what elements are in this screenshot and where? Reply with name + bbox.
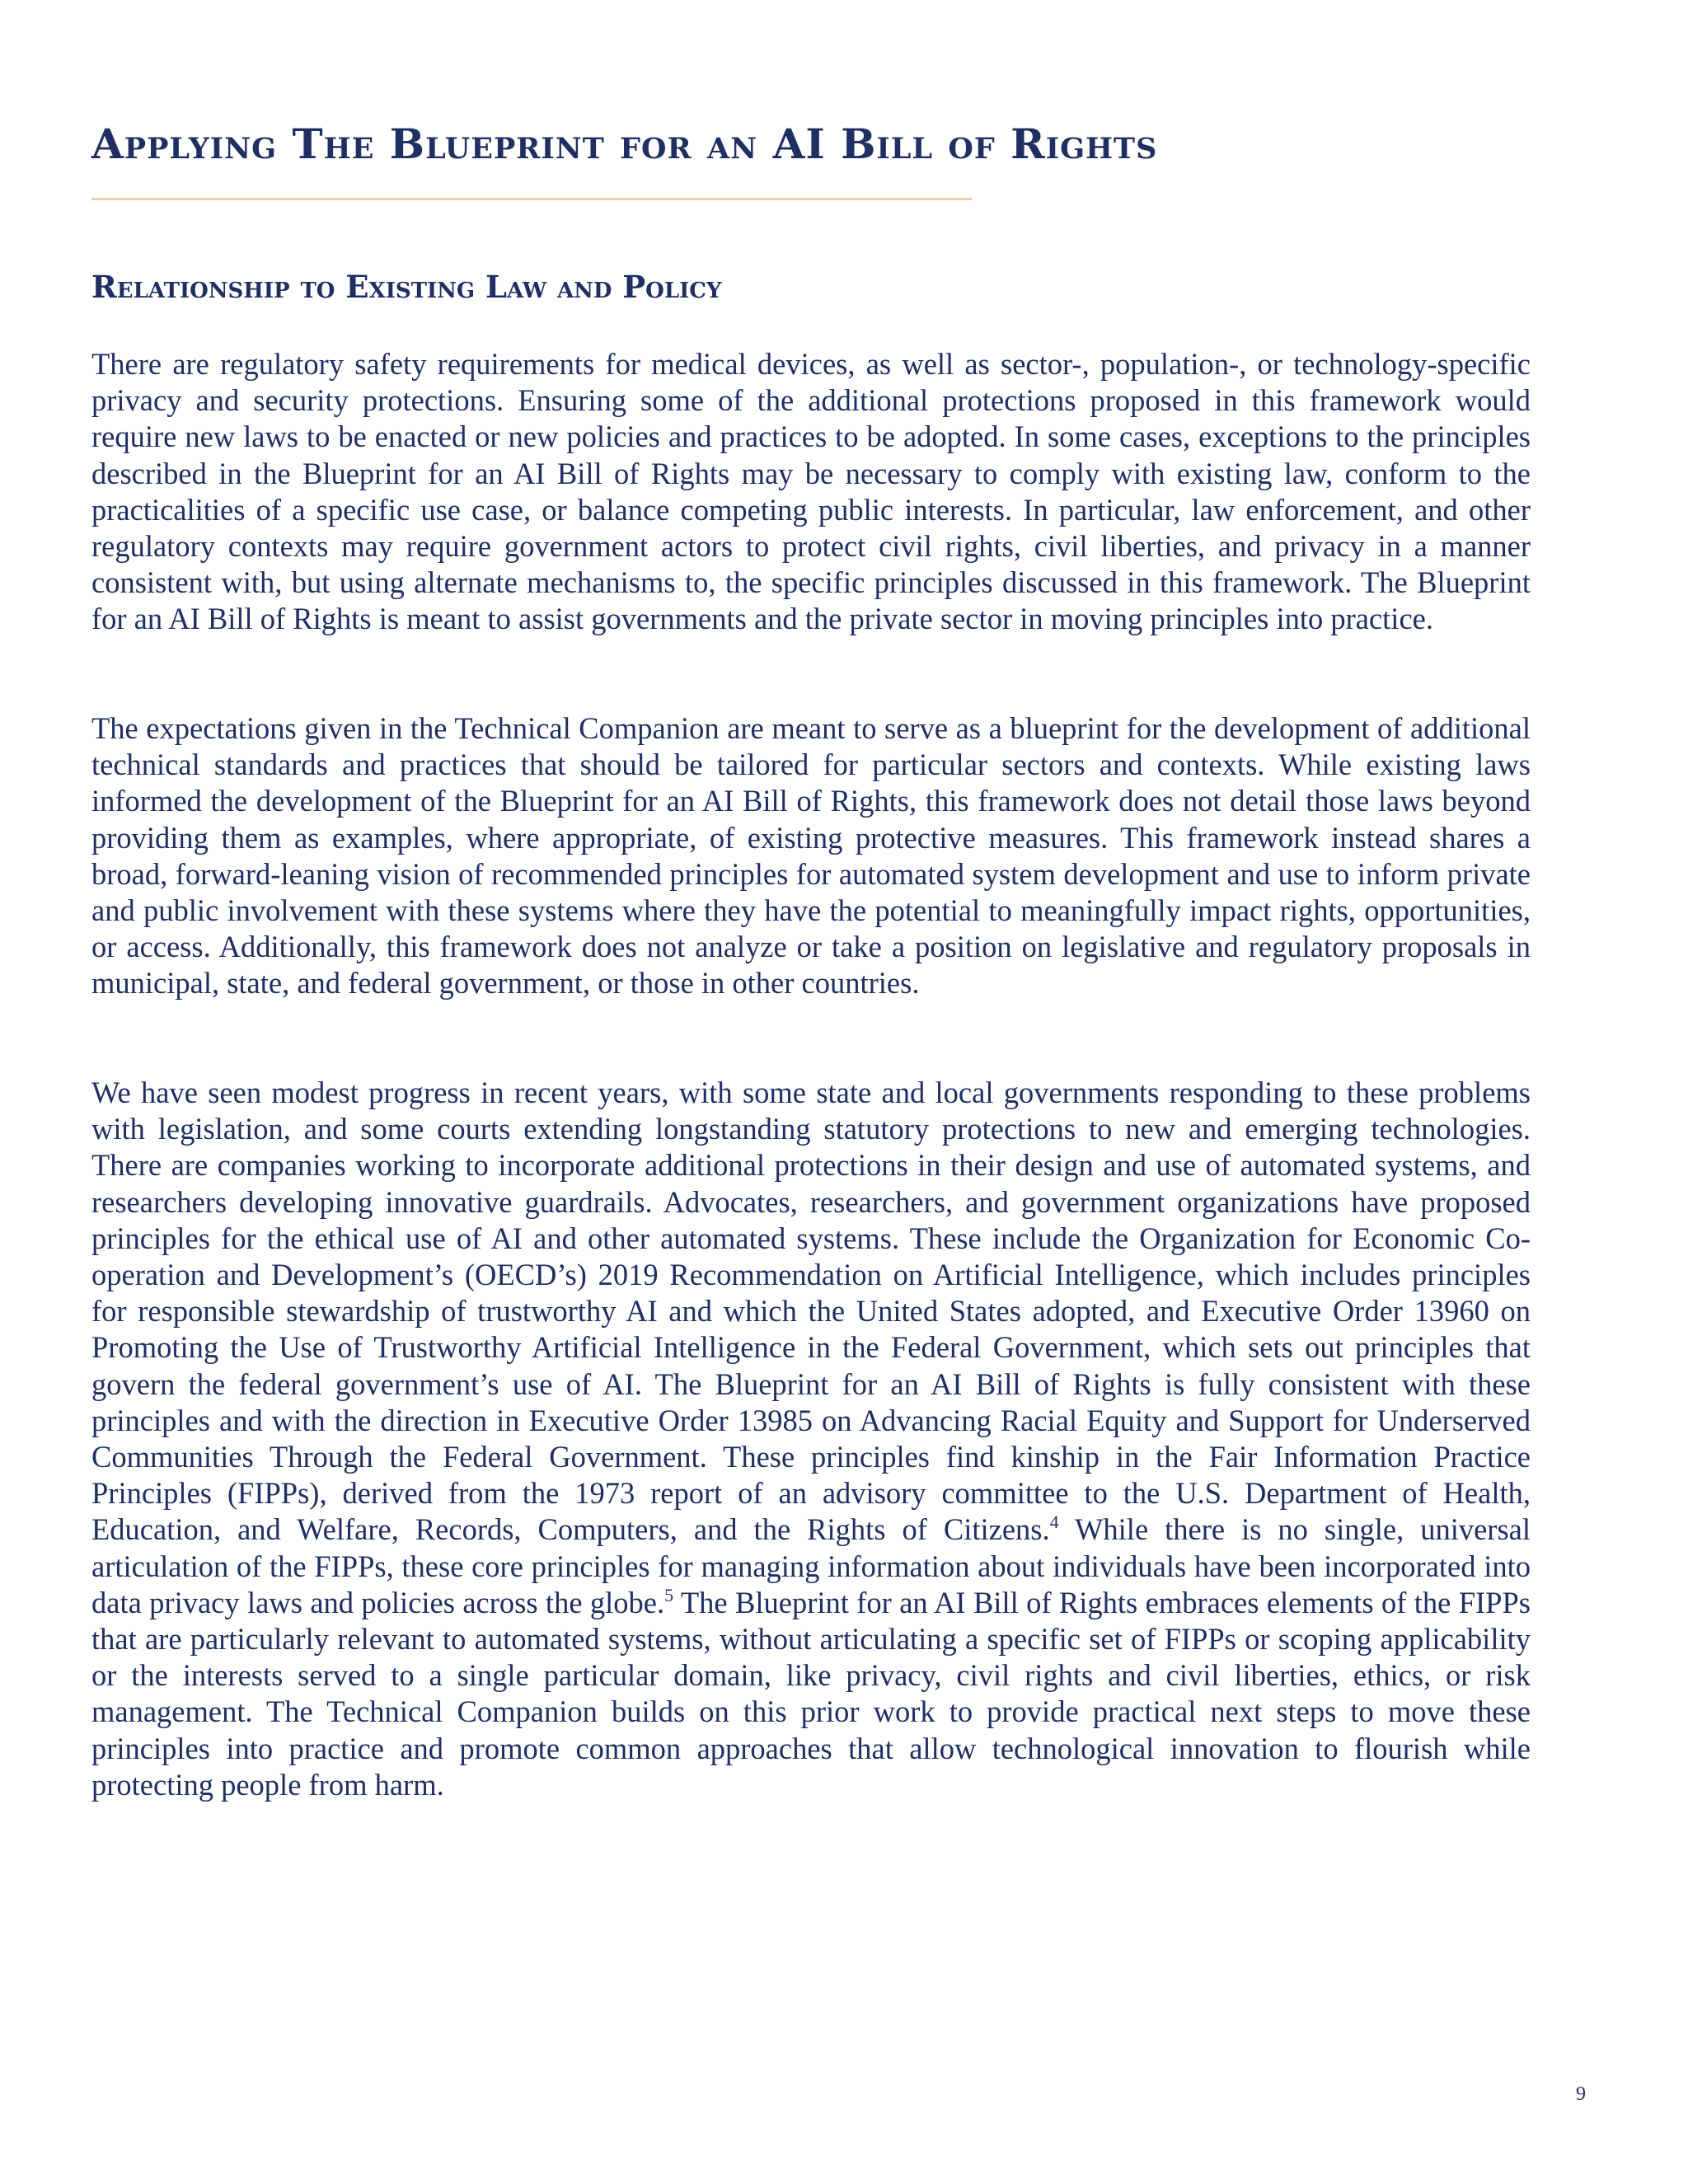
paragraph-3-text-part-3: The Blueprint for an AI Bill of Rights embraces elements of the FIPPs that are particularly relevant to automated systems, without articulating a specific set of FIPPs or scoping applicability or the interests served to a single particular domain, like privacy, civil rights and civil liberties, ethics, or risk management. The Technical Companion builds on this prior work to provide practical next steps to move these principles into practice and promote common approaches that allow technological innovation to flourish while protecting people from harm. bbox=[91, 1585, 1531, 1802]
footnote-reference-5[interactable]: 5 bbox=[664, 1584, 674, 1605]
page-title: Applying The Blueprint for an AI Bill of Rights bbox=[91, 120, 1158, 168]
body-paragraph-3 bbox=[91, 1075, 1531, 1803]
page-number: 9 bbox=[1576, 2083, 1586, 2105]
title-underline-rule bbox=[91, 198, 972, 200]
section-heading: Relationship to Existing Law and Policy bbox=[91, 269, 722, 305]
body-paragraph-1: There are regulatory safety requirements for medical devices, as well as sector-, population-, or technology-specific privacy and security protections. Ensuring some of the additional protections proposed in this framework would require new laws to be enacted or new policies and practices to be adopted. In some cases, exceptions to the principles described in the Blueprint for an AI Bill of Rights may be necessary to comply with existing law, conform to the practicalities of a specific use case, or balance competing public interests. In particular, law enforcement, and other regulatory contexts may require government actors to protect civil rights, civil liberties, and privacy in a manner consistent with, but using alternate mechanisms to, the specific principles discussed in this framework. The Blueprint for an AI Bill of Rights is meant to assist governments and the private sector in moving principles into practice. bbox=[91, 347, 1531, 636]
paragraph-3-text-part-2: While there is no single, universal articulation of the FIPPs, these core principles for managing information about individuals have been incorporated into data privacy laws and policies across the globe. bbox=[91, 1512, 1531, 1619]
body-paragraph-2: The expectations given in the Technical Companion are meant to serve as a blueprint for the development of additional technical standards and practices that should be tailored for particular sectors and contexts. While existing laws informed the development of the Blueprint for an AI Bill of Rights, this framework does not detail those laws beyond providing them as examples, where appropriate, of existing protective measures. This framework instead shares a broad, forward-leaning vision of recommended principles for automated system development and use to inform private and public involvement with these systems where they have the potential to meaningfully impact rights, opportunities, or access. Additionally, this framework does not analyze or take a position on legislative and regulatory proposals in municipal, state, and federal government, or those in other countries. bbox=[91, 711, 1531, 1001]
footnote-reference-4[interactable]: 4 bbox=[1049, 1511, 1059, 1533]
paragraph-3-text-part-1: We have seen modest progress in recent years, with some state and local governments responding to these problems with legislation, and some courts extending longstanding statutory protections to new and emerging technologies. There are companies working to incorporate additional protections in their design and use of automated systems, and researchers developing innovative guardrails. Advocates, researchers, and government organizations have proposed principles for the ethical use of AI and other automated systems. These include the Organization for Economic Co-operation and Development’s (OECD’s) 2019 Recommendation on Artificial Intelligence, which includes principles for responsible stewardship of trustworthy AI and which the United States adopted, and Executive Order 13960 on Promoting the Use of Trustworthy Artificial Intelligence in the Federal Government, which sets out principles that govern the federal government’s use of AI. The Blueprint for an AI Bill of Rights is fully consistent with these principles and with the direction in Executive Order 13985 on Advancing Racial Equity and Support for Underserved Communities Through the Federal Government. These principles find kinship in the Fair Information Practice Principles (FIPPs), derived from the 1973 report of an advisory committee to the U.S. Department of Health, Education, and Welfare, Records, Computers, and the Rights of Citizens. bbox=[91, 1076, 1531, 1547]
